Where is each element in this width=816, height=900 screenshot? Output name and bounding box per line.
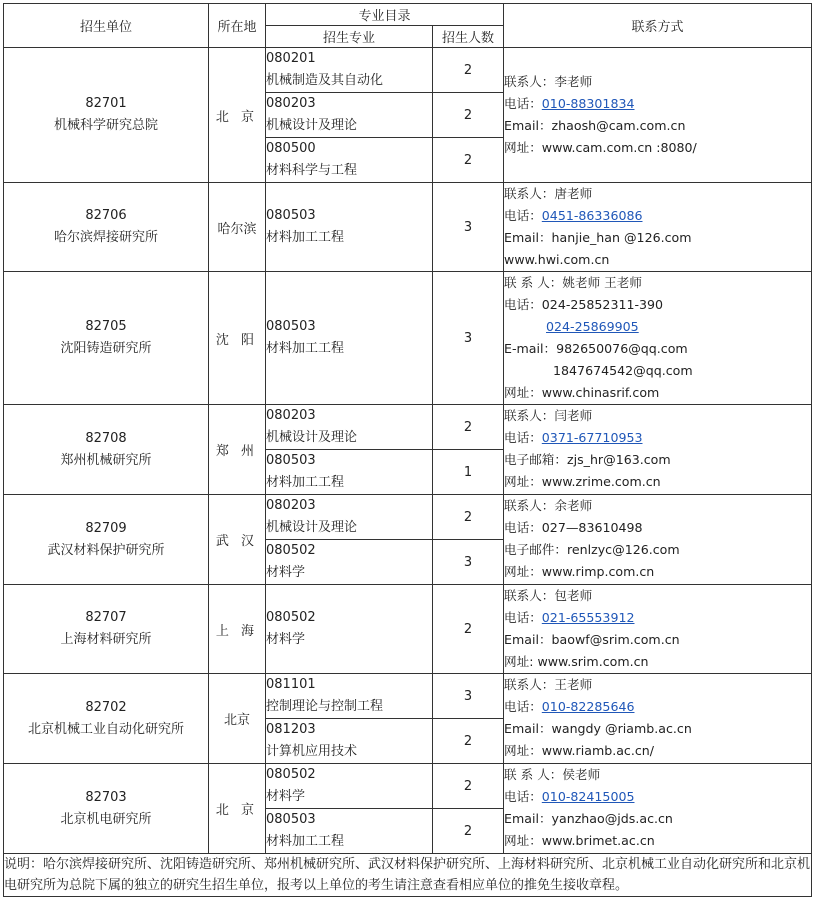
unit-cell (4, 585, 209, 674)
contact-cell (504, 183, 812, 272)
major-code: 081203 (266, 722, 316, 737)
header-major: 招生专业 (266, 26, 433, 48)
contact-phone-2 (504, 316, 811, 338)
contact-phone-line (504, 93, 811, 115)
header-count: 招生人数 (433, 26, 504, 48)
phone-label: 电话： (504, 208, 542, 223)
phone-label: 电话： (504, 430, 542, 445)
major-name: 机械设计及理论 (266, 118, 358, 133)
location-cell: 北 京 (209, 764, 266, 854)
major-code: 080203 (266, 408, 316, 423)
location-cell: 哈尔滨 (209, 183, 266, 272)
major-name: 机械设计及理论 (266, 430, 358, 445)
admissions-table (3, 3, 812, 897)
major-code: 081101 (266, 677, 316, 692)
location-cell: 郑 州 (209, 405, 266, 495)
contact-person: 联 系 人：姚老师 王老师 (504, 275, 642, 290)
unit-cell (4, 495, 209, 585)
phone-link[interactable]: 010-82285646 (541, 699, 635, 714)
count-cell: 1 (433, 450, 504, 495)
contact-email: Email：baowf@srim.com.cn (504, 632, 680, 647)
major-name: 材料加工工程 (266, 834, 345, 849)
contact-web: 网址：www.riamb.ac.cn/ (504, 743, 654, 758)
contact-email: E-mail：982650076@qq.com (504, 341, 688, 356)
note-text: 说明：哈尔滨焊接研究所、沈阳铸造研究所、郑州机械研究所、武汉材料保护研究所、上海材料研究所、北京机械工业自动化研究所和北京机电研究所为总院下属的独立的研究生招生单位，报考以上单位的考生请注意查看相应单位的推免生接收章程。 (4, 854, 812, 897)
unit-name: 郑州机械研究所 (60, 452, 152, 468)
major-code: 080502 (266, 543, 316, 558)
phone-label: 电话： (504, 789, 542, 804)
contact-web: www.hwi.com.cn (504, 252, 610, 267)
major-cell (266, 93, 433, 138)
major-cell (266, 405, 433, 450)
major-code: 080502 (266, 610, 316, 625)
unit-name: 北京机电研究所 (60, 811, 152, 827)
major-cell (266, 809, 433, 854)
unit-cell (4, 272, 209, 405)
major-name: 材料学 (266, 789, 306, 804)
major-code: 080503 (266, 208, 316, 223)
unit-name: 哈尔滨焊接研究所 (53, 230, 158, 245)
count-cell: 2 (433, 405, 504, 450)
phone-link[interactable]: 0371-67710953 (541, 430, 643, 445)
location-cell: 武 汉 (209, 495, 266, 585)
count-cell: 3 (433, 540, 504, 585)
contact-cell (504, 272, 812, 405)
contact-web: 网址：www.zrime.com.cn (504, 474, 661, 489)
count-cell: 2 (433, 138, 504, 183)
major-code: 080503 (266, 453, 316, 468)
major-code: 080201 (266, 51, 316, 66)
major-code: 080502 (266, 767, 316, 782)
major-name: 材料学 (266, 632, 306, 647)
header-unit: 招生单位 (4, 4, 209, 48)
unit-cell (4, 674, 209, 764)
unit-code: 82703 (85, 789, 127, 805)
phone-label: 电话： (504, 610, 542, 625)
contact-email-2: 1847674542@qq.com (553, 363, 693, 378)
unit-name: 沈阳铸造研究所 (60, 341, 152, 356)
phone-link[interactable]: 010-82415005 (541, 789, 635, 804)
contact-cell (504, 674, 812, 764)
major-cell (266, 764, 433, 809)
contact-email: Email：wangdy @riamb.ac.cn (504, 721, 692, 736)
unit-code: 82702 (85, 699, 127, 715)
header-contact: 联系方式 (504, 4, 812, 48)
major-code: 080503 (266, 812, 316, 827)
contact-web: 网址：www.cam.com.cn :8080/ (504, 140, 697, 155)
count-cell: 2 (433, 809, 504, 854)
count-cell: 2 (433, 48, 504, 93)
major-cell (266, 495, 433, 540)
unit-cell (4, 405, 209, 495)
location-cell: 上 海 (209, 585, 266, 674)
count-cell: 3 (433, 272, 504, 405)
major-cell (266, 585, 433, 674)
major-cell (266, 48, 433, 93)
major-cell (266, 674, 433, 719)
major-cell (266, 183, 433, 272)
contact-phone-line (504, 427, 811, 449)
major-name: 机械设计及理论 (266, 520, 358, 535)
contact-person: 联 系 人：侯老师 (504, 767, 601, 782)
major-cell (266, 540, 433, 585)
count-cell: 2 (433, 93, 504, 138)
unit-cell (4, 48, 209, 183)
unit-code: 82707 (85, 610, 127, 625)
contact-web: 网址: www.srim.com.cn (504, 654, 649, 669)
count-cell: 2 (433, 495, 504, 540)
contact-phone-line (504, 786, 811, 808)
major-name: 材料加工工程 (266, 230, 345, 245)
contact-person: 联系人：包老师 (504, 588, 593, 603)
major-name: 机械制造及其自动化 (266, 73, 384, 88)
location-cell: 北京 (209, 674, 266, 764)
contact-cell (504, 585, 812, 674)
count-cell: 2 (433, 585, 504, 674)
count-cell: 3 (433, 183, 504, 272)
contact-person: 联系人：王老师 (504, 677, 593, 692)
contact-email: 电子邮箱：zjs_hr@163.com (504, 452, 671, 467)
major-cell (266, 719, 433, 764)
contact-cell (504, 48, 812, 183)
unit-code: 82705 (85, 319, 127, 334)
contact-cell (504, 764, 812, 854)
unit-name: 武汉材料保护研究所 (47, 542, 165, 558)
unit-code: 82701 (85, 96, 127, 111)
unit-name: 北京机械工业自动化研究所 (27, 721, 184, 737)
major-code: 080203 (266, 498, 316, 513)
major-name: 材料科学与工程 (266, 163, 358, 178)
unit-code: 82709 (85, 520, 127, 536)
contact-phone-line (504, 205, 811, 227)
contact-web: 网址：www.chinasrif.com (504, 385, 660, 400)
contact-phone-line (504, 696, 811, 718)
contact-phone-line (504, 607, 811, 629)
header-location: 所在地 (209, 4, 266, 48)
major-name: 计算机应用技术 (266, 744, 358, 759)
contact-web: 网址：www.brimet.ac.cn (504, 833, 655, 848)
contact-email: Email：zhaosh@cam.com.cn (504, 118, 686, 133)
major-name: 控制理论与控制工程 (266, 699, 384, 714)
major-code: 080500 (266, 141, 316, 156)
major-cell (266, 272, 433, 405)
unit-code: 82708 (85, 430, 127, 446)
count-cell: 3 (433, 674, 504, 719)
unit-name: 机械科学研究总院 (53, 118, 158, 133)
contact-person: 联系人：李老师 (504, 74, 593, 89)
contact-person: 联系人：余老师 (504, 498, 593, 513)
contact-email: Email：yanzhao@jds.ac.cn (504, 811, 673, 826)
phone-link[interactable]: 024-25869905 (546, 319, 639, 334)
unit-cell (4, 183, 209, 272)
location-cell: 沈 阳 (209, 272, 266, 405)
major-code: 080203 (266, 96, 316, 111)
major-name: 材料加工工程 (266, 341, 345, 356)
location-cell: 北 京 (209, 48, 266, 183)
contact-web: 网址：www.rimp.com.cn (504, 564, 655, 579)
contact-phone: 电话：024-25852311-390 (504, 297, 664, 312)
phone-label: 电话： (504, 699, 542, 714)
major-cell (266, 450, 433, 495)
contact-email: 电子邮件：renlzyc@126.com (504, 542, 680, 557)
unit-code: 82706 (85, 208, 127, 223)
contact-person: 联系人：唐老师 (504, 186, 593, 201)
contact-person: 联系人：闫老师 (504, 408, 593, 423)
count-cell: 2 (433, 764, 504, 809)
major-name: 材料学 (266, 565, 306, 580)
major-name: 材料加工工程 (266, 475, 345, 490)
contact-email: Email：hanjie_han @126.com (504, 230, 692, 245)
phone-link[interactable]: 021-65553912 (541, 610, 635, 625)
major-code: 080503 (266, 319, 316, 334)
contact-phone: 电话：027—83610498 (504, 520, 643, 535)
contact-cell (504, 405, 812, 495)
header-catalog: 专业目录 (266, 4, 504, 26)
contact-cell (504, 495, 812, 585)
major-cell (266, 138, 433, 183)
count-cell: 2 (433, 719, 504, 764)
phone-link[interactable]: 0451-86336086 (541, 208, 643, 223)
phone-link[interactable]: 010-88301834 (541, 96, 635, 111)
unit-cell (4, 764, 209, 854)
unit-name: 上海材料研究所 (60, 632, 152, 647)
phone-label: 电话： (504, 96, 542, 111)
